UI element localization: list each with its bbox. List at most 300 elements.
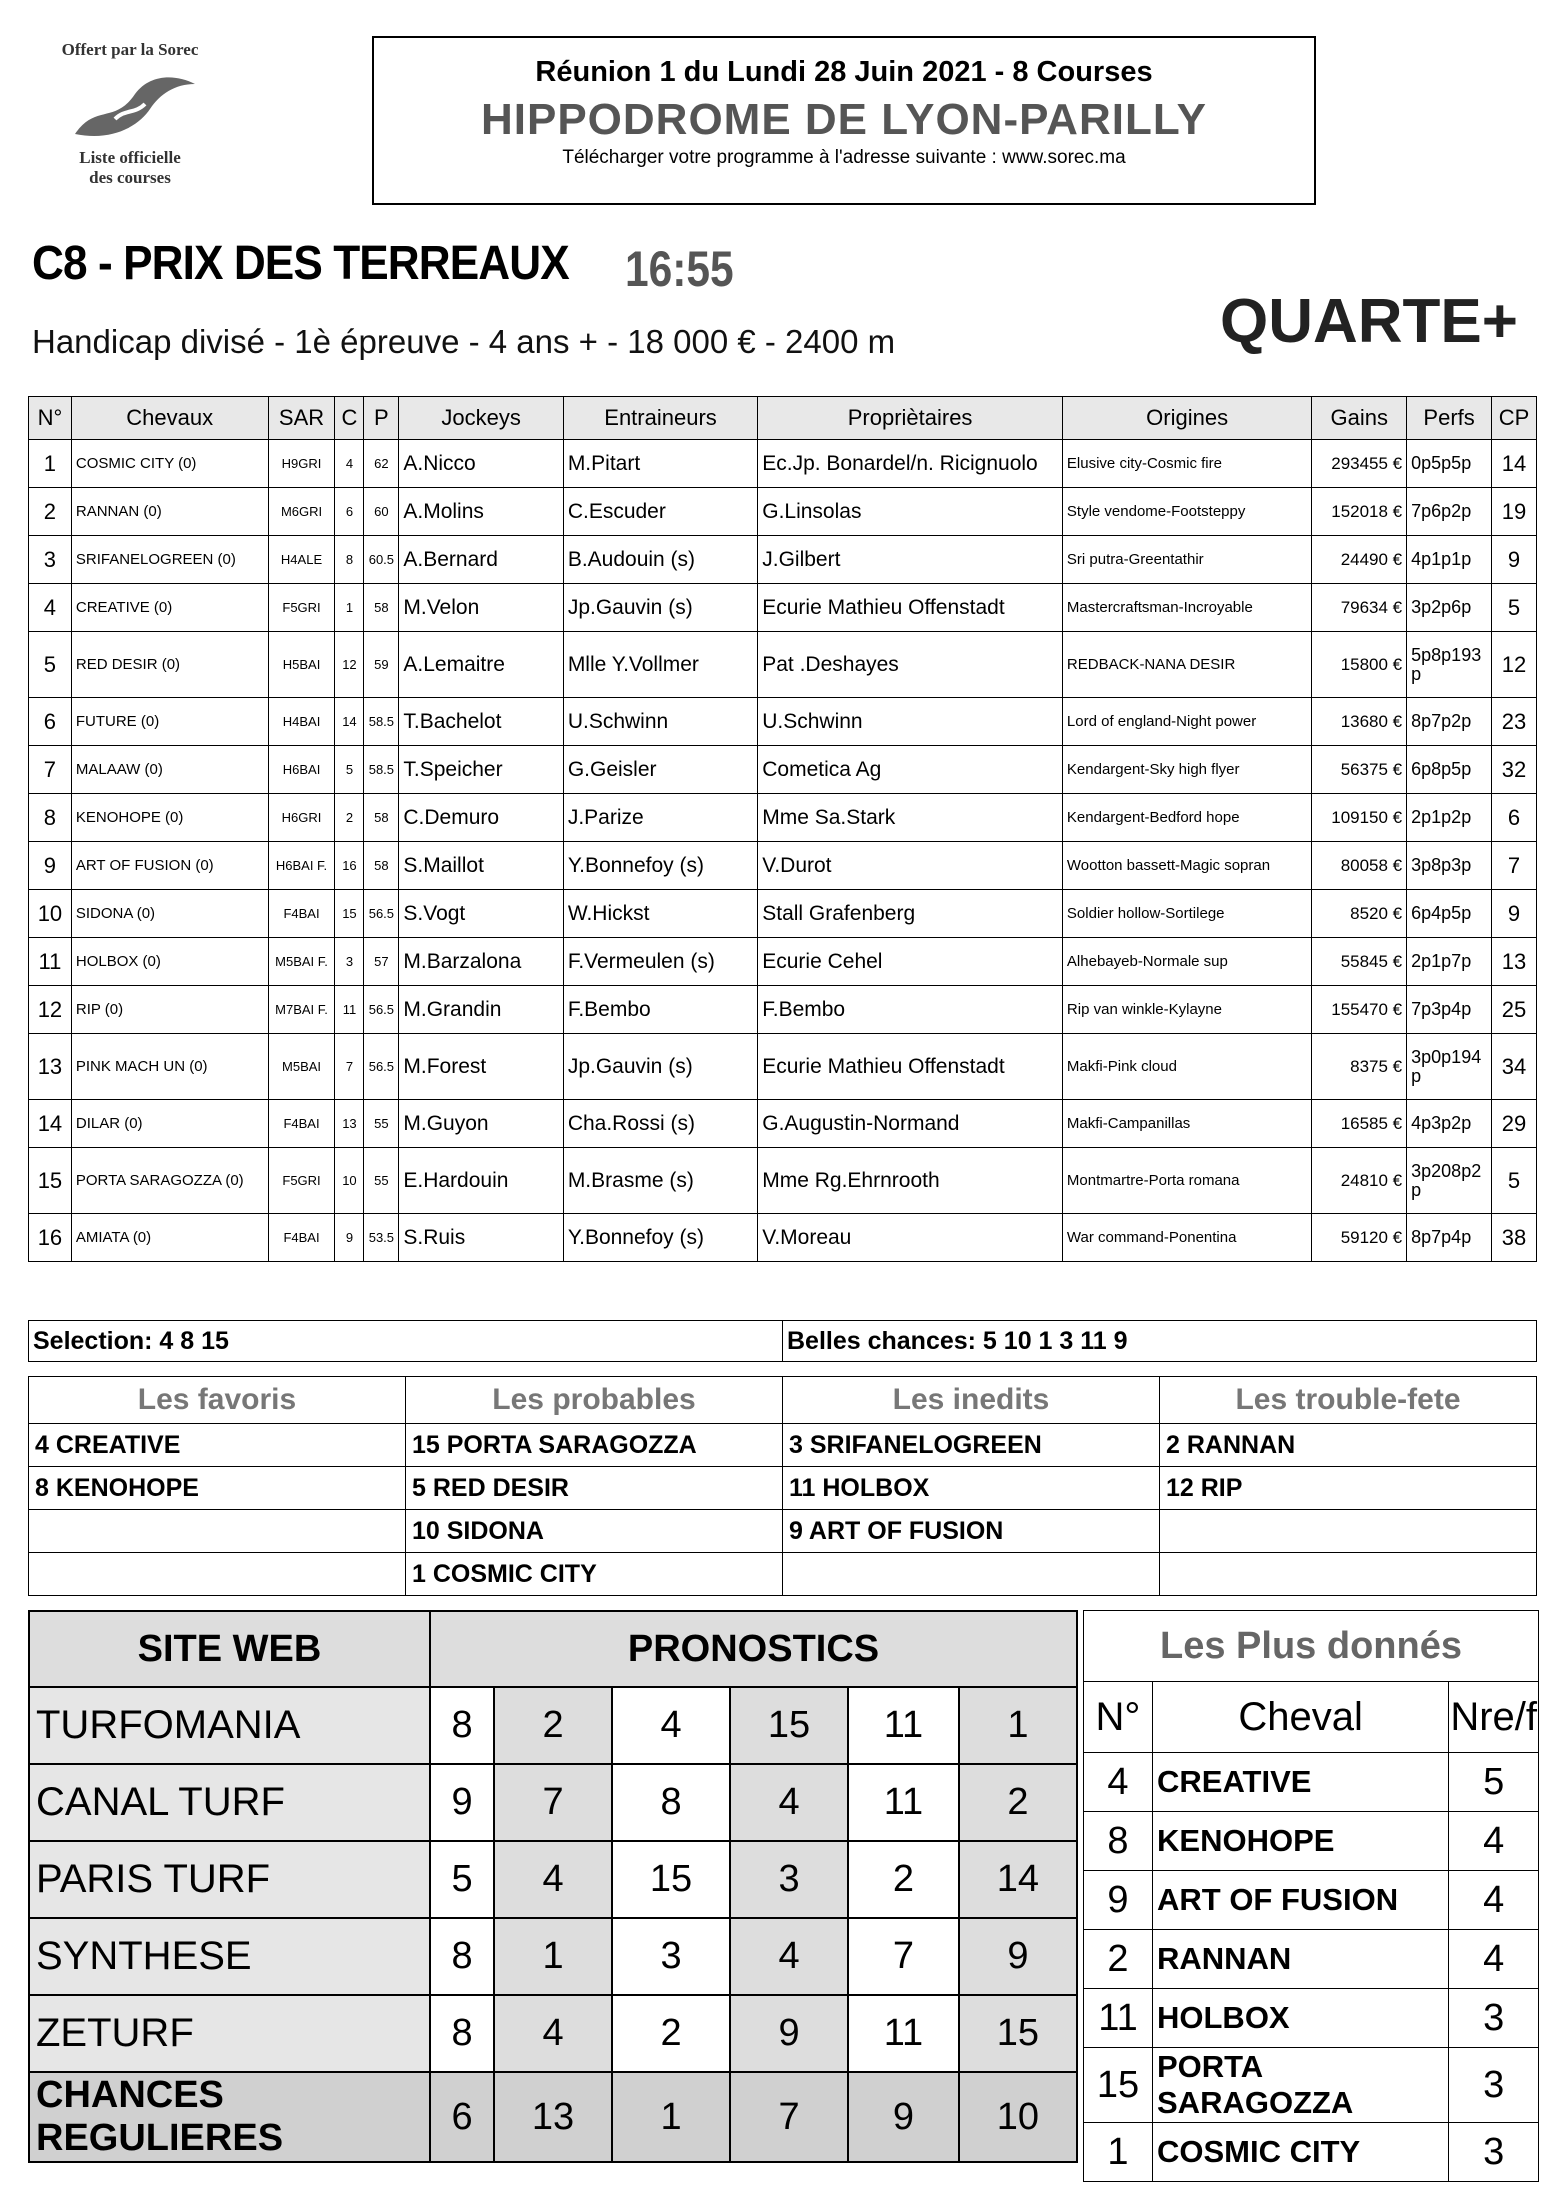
col-gains: Gains — [1312, 397, 1407, 440]
selection-text: Selection: 4 8 15 — [29, 1321, 783, 1362]
runner-sar: M5BAI F. — [268, 938, 335, 986]
runner-cp: 25 — [1492, 986, 1537, 1034]
runner-origin: Alhebayeb-Normale sup — [1062, 938, 1311, 986]
pronostic-number: 8 — [430, 1687, 494, 1764]
runner-gains: 109150 € — [1312, 794, 1407, 842]
runner-sar: H9GRI — [268, 440, 335, 488]
category-cell: 15 PORTA SARAGOZZA — [406, 1424, 783, 1467]
runner-horse: SIDONA (0) — [71, 890, 268, 938]
runner-cp: 13 — [1492, 938, 1537, 986]
runner-cp: 23 — [1492, 698, 1537, 746]
pronostic-number: 9 — [730, 1995, 848, 2072]
plus-donnes-title: Les Plus donnés — [1084, 1611, 1539, 1682]
runner-jockey: C.Demuro — [399, 794, 563, 842]
plus-donnes-horse: PORTA SARAGOZZA — [1153, 2048, 1449, 2123]
runner-sar: M5BAI — [268, 1034, 335, 1100]
runner-cp: 5 — [1492, 1148, 1537, 1214]
col-horses: Chevaux — [71, 397, 268, 440]
runner-trainer: B.Audouin (s) — [563, 536, 757, 584]
pronostic-number: 4 — [494, 1995, 612, 2072]
runner-number: 11 — [29, 938, 72, 986]
runner-number: 13 — [29, 1034, 72, 1100]
pronostic-number: 1 — [612, 2072, 730, 2162]
pronostic-number: 8 — [430, 1995, 494, 2072]
pronostic-number: 8 — [612, 1764, 730, 1841]
category-cell: 10 SIDONA — [406, 1510, 783, 1553]
runner-owner: Ecurie Mathieu Offenstadt — [758, 1034, 1063, 1100]
runner-perfs: 7p6p2p — [1407, 488, 1492, 536]
runner-c: 13 — [335, 1100, 364, 1148]
plus-donnes-horse: COSMIC CITY — [1153, 2123, 1449, 2182]
runner-origin: Kendargent-Sky high flyer — [1062, 746, 1311, 794]
runner-owner: Cometica Ag — [758, 746, 1063, 794]
runner-number: 12 — [29, 986, 72, 1034]
runner-owner: Ecurie Mathieu Offenstadt — [758, 584, 1063, 632]
pronostic-row — [29, 1764, 1077, 1841]
runner-c: 9 — [335, 1214, 364, 1262]
trouble-fete-header: Les trouble-fete — [1160, 1377, 1537, 1424]
runner-owner: G.Augustin-Normand — [758, 1100, 1063, 1148]
runner-origin: Lord of england-Night power — [1062, 698, 1311, 746]
runners-header-row — [29, 397, 1537, 440]
pronostic-row — [29, 1687, 1077, 1764]
runner-trainer: G.Geisler — [563, 746, 757, 794]
runner-jockey: S.Ruis — [399, 1214, 563, 1262]
download-line: Télécharger votre programme à l'adresse suivante : www.sorec.ma — [562, 147, 1126, 168]
race-title: C8 - PRIX DES TERREAUX — [32, 237, 569, 290]
plus-donnes-horse: CREATIVE — [1153, 1753, 1449, 1812]
plus-donnes-count: 3 — [1449, 2123, 1539, 2182]
runner-number: 9 — [29, 842, 72, 890]
plus-donnes-count: 4 — [1449, 1812, 1539, 1871]
runner-number: 14 — [29, 1100, 72, 1148]
runner-c: 16 — [335, 842, 364, 890]
runner-horse: MALAAW (0) — [71, 746, 268, 794]
runner-cp: 12 — [1492, 632, 1537, 698]
pronostic-site: CANAL TURF — [29, 1764, 430, 1841]
category-cell: 5 RED DESIR — [406, 1467, 783, 1510]
col-c: C — [335, 397, 364, 440]
runner-cp: 34 — [1492, 1034, 1537, 1100]
runner-sar: H5BAI — [268, 632, 335, 698]
col-origins: Origines — [1062, 397, 1311, 440]
horse-logo-icon — [55, 64, 205, 144]
runner-owner: Pat .Deshayes — [758, 632, 1063, 698]
plus-donnes-row — [1084, 2123, 1539, 2182]
runner-p: 58 — [364, 584, 399, 632]
col-p: P — [364, 397, 399, 440]
runner-trainer: M.Brasme (s) — [563, 1148, 757, 1214]
col-number: N° — [29, 397, 72, 440]
runner-horse: SRIFANELOGREEN (0) — [71, 536, 268, 584]
runner-p: 55 — [364, 1100, 399, 1148]
runner-origin: Wootton bassett-Magic sopran — [1062, 842, 1311, 890]
runner-perfs: 7p3p4p — [1407, 986, 1492, 1034]
pronostic-number: 1 — [959, 1687, 1077, 1764]
pronostic-number: 2 — [848, 1841, 959, 1918]
plus-donnes-n: 1 — [1084, 2123, 1153, 2182]
runner-row — [29, 440, 1537, 488]
runner-p: 62 — [364, 440, 399, 488]
runner-origin: Makfi-Campanillas — [1062, 1100, 1311, 1148]
runner-horse: RIP (0) — [71, 986, 268, 1034]
pronostic-number: 11 — [848, 1764, 959, 1841]
runner-gains: 13680 € — [1312, 698, 1407, 746]
pronostic-number: 11 — [848, 1995, 959, 2072]
col-jockeys: Jockeys — [399, 397, 563, 440]
runner-cp: 29 — [1492, 1100, 1537, 1148]
runner-c: 1 — [335, 584, 364, 632]
category-cell: 4 CREATIVE — [29, 1424, 406, 1467]
runner-horse: KENOHOPE (0) — [71, 794, 268, 842]
runner-c: 7 — [335, 1034, 364, 1100]
runner-jockey: M.Barzalona — [399, 938, 563, 986]
runner-origin: REDBACK-NANA DESIR — [1062, 632, 1311, 698]
pronostic-number: 9 — [959, 1918, 1077, 1995]
runner-sar: H6BAI — [268, 746, 335, 794]
plus-donnes-n: 9 — [1084, 1871, 1153, 1930]
plus-donnes-count: 3 — [1449, 2048, 1539, 2123]
runner-trainer: W.Hickst — [563, 890, 757, 938]
runner-c: 2 — [335, 794, 364, 842]
pronostic-site: PARIS TURF — [29, 1841, 430, 1918]
pronostic-site: TURFOMANIA — [29, 1687, 430, 1764]
runner-p: 56.5 — [364, 986, 399, 1034]
runner-gains: 16585 € — [1312, 1100, 1407, 1148]
runner-owner: V.Durot — [758, 842, 1063, 890]
category-cell — [783, 1553, 1160, 1596]
runner-c: 12 — [335, 632, 364, 698]
venue-title: HIPPODROME DE LYON-PARILLY — [480, 95, 1208, 144]
plus-donnes-table — [1083, 1610, 1539, 2182]
runner-horse: FUTURE (0) — [71, 698, 268, 746]
runner-row — [29, 1214, 1537, 1262]
runner-c: 6 — [335, 488, 364, 536]
col-cp: CP — [1492, 397, 1537, 440]
runner-origin: Soldier hollow-Sortilege — [1062, 890, 1311, 938]
runner-row — [29, 842, 1537, 890]
category-cell: 9 ART OF FUSION — [783, 1510, 1160, 1553]
runner-gains: 55845 € — [1312, 938, 1407, 986]
runner-gains: 293455 € — [1312, 440, 1407, 488]
pronostic-number: 7 — [848, 1918, 959, 1995]
runner-number: 5 — [29, 632, 72, 698]
runner-trainer: M.Pitart — [563, 440, 757, 488]
runner-gains: 155470 € — [1312, 986, 1407, 1034]
plus-donnes-count: 4 — [1449, 1871, 1539, 1930]
runners-table — [28, 396, 1537, 1262]
runner-trainer: Y.Bonnefoy (s) — [563, 1214, 757, 1262]
runner-gains: 79634 € — [1312, 584, 1407, 632]
runner-p: 55 — [364, 1148, 399, 1214]
runner-origin: Kendargent-Bedford hope — [1062, 794, 1311, 842]
runner-trainer: C.Escuder — [563, 488, 757, 536]
runner-origin: Sri putra-Greentathir — [1062, 536, 1311, 584]
col-owners: Propriètaires — [758, 397, 1063, 440]
category-row — [29, 1467, 1537, 1510]
runner-horse: CREATIVE (0) — [71, 584, 268, 632]
runner-sar: H6BAI F. — [268, 842, 335, 890]
runner-p: 59 — [364, 632, 399, 698]
runner-cp: 5 — [1492, 584, 1537, 632]
runner-number: 1 — [29, 440, 72, 488]
pronostic-number: 1 — [494, 1918, 612, 1995]
belles-chances-text: Belles chances: 5 10 1 3 11 9 — [783, 1321, 1537, 1362]
runner-trainer: F.Bembo — [563, 986, 757, 1034]
runner-cp: 6 — [1492, 794, 1537, 842]
pronostic-row — [29, 1995, 1077, 2072]
meeting-header — [372, 36, 1316, 205]
pronostic-row — [29, 1918, 1077, 1995]
runner-owner: V.Moreau — [758, 1214, 1063, 1262]
runner-owner: Mme Sa.Stark — [758, 794, 1063, 842]
plus-donnes-n: 2 — [1084, 1930, 1153, 1989]
plus-donnes-horse: RANNAN — [1153, 1930, 1449, 1989]
runner-p: 53.5 — [364, 1214, 399, 1262]
runner-number: 3 — [29, 536, 72, 584]
category-cell — [1160, 1553, 1537, 1596]
runner-cp: 38 — [1492, 1214, 1537, 1262]
runner-horse: ART OF FUSION (0) — [71, 842, 268, 890]
plus-donnes-count: 5 — [1449, 1753, 1539, 1812]
runner-row — [29, 890, 1537, 938]
runner-sar: F4BAI — [268, 1100, 335, 1148]
runner-c: 10 — [335, 1148, 364, 1214]
runner-owner: Stall Grafenberg — [758, 890, 1063, 938]
reunion-line: Réunion 1 du Lundi 28 Juin 2021 - 8 Courses — [535, 56, 1153, 88]
runner-perfs: 6p4p5p — [1407, 890, 1492, 938]
pronostic-number: 4 — [730, 1918, 848, 1995]
runner-horse: HOLBOX (0) — [71, 938, 268, 986]
runner-trainer: J.Parize — [563, 794, 757, 842]
col-perfs: Perfs — [1407, 397, 1492, 440]
runner-owner: F.Bembo — [758, 986, 1063, 1034]
pronostic-site: CHANCES REGULIERES — [29, 2072, 430, 2162]
runner-row — [29, 632, 1537, 698]
runner-c: 8 — [335, 536, 364, 584]
runner-jockey: T.Speicher — [399, 746, 563, 794]
runner-cp: 7 — [1492, 842, 1537, 890]
runner-row — [29, 488, 1537, 536]
logo-bottom-line2: des courses — [89, 168, 171, 187]
pronostic-number: 2 — [959, 1764, 1077, 1841]
runner-horse: PINK MACH UN (0) — [71, 1034, 268, 1100]
runner-sar: F5GRI — [268, 1148, 335, 1214]
runner-sar: H4ALE — [268, 536, 335, 584]
runner-horse: PORTA SARAGOZZA (0) — [71, 1148, 268, 1214]
inedits-header: Les inedits — [783, 1377, 1160, 1424]
runner-number: 16 — [29, 1214, 72, 1262]
pronostic-number: 15 — [730, 1687, 848, 1764]
pronostic-site: ZETURF — [29, 1995, 430, 2072]
runner-origin: Makfi-Pink cloud — [1062, 1034, 1311, 1100]
runner-perfs: 3p208p2 p — [1407, 1148, 1492, 1214]
runner-horse: RANNAN (0) — [71, 488, 268, 536]
plus-donnes-count: 4 — [1449, 1930, 1539, 1989]
runner-gains: 80058 € — [1312, 842, 1407, 890]
runner-row — [29, 1034, 1537, 1100]
runner-p: 57 — [364, 938, 399, 986]
pronostic-number: 9 — [848, 2072, 959, 2162]
plus-donnes-n: 4 — [1084, 1753, 1153, 1812]
race-conditions: Handicap divisé - 1è épreuve - 4 ans + - 18 000 € - 2400 m — [32, 323, 896, 360]
runner-origin: War command-Ponentina — [1062, 1214, 1311, 1262]
runner-jockey: A.Nicco — [399, 440, 563, 488]
pronostic-number: 7 — [730, 2072, 848, 2162]
runner-number: 15 — [29, 1148, 72, 1214]
runner-owner: G.Linsolas — [758, 488, 1063, 536]
category-row — [29, 1553, 1537, 1596]
runner-p: 58.5 — [364, 746, 399, 794]
runner-owner: U.Schwinn — [758, 698, 1063, 746]
plus-col-number: N° — [1084, 1682, 1153, 1753]
plus-donnes-n: 15 — [1084, 2048, 1153, 2123]
pronostic-number: 4 — [612, 1687, 730, 1764]
runner-number: 2 — [29, 488, 72, 536]
sorec-logo — [30, 30, 230, 205]
runner-jockey: A.Molins — [399, 488, 563, 536]
pronostics-table — [28, 1610, 1078, 2163]
runner-origin: Style vendome-Footsteppy — [1062, 488, 1311, 536]
col-trainers: Entraineurs — [563, 397, 757, 440]
runner-horse: RED DESIR (0) — [71, 632, 268, 698]
plus-donnes-row — [1084, 1871, 1539, 1930]
plus-donnes-count: 3 — [1449, 1989, 1539, 2048]
runner-c: 4 — [335, 440, 364, 488]
runner-p: 60 — [364, 488, 399, 536]
runner-owner: J.Gilbert — [758, 536, 1063, 584]
plus-donnes-row — [1084, 1989, 1539, 2048]
plus-donnes-horse: ART OF FUSION — [1153, 1871, 1449, 1930]
pronostic-number: 9 — [430, 1764, 494, 1841]
runner-row — [29, 794, 1537, 842]
pronostic-number: 2 — [612, 1995, 730, 2072]
category-cell: 1 COSMIC CITY — [406, 1553, 783, 1596]
pronostic-row — [29, 2072, 1077, 2162]
selection-table — [28, 1320, 1537, 1362]
runner-jockey: M.Grandin — [399, 986, 563, 1034]
runner-perfs: 4p1p1p — [1407, 536, 1492, 584]
plus-col-count: Nre/f — [1449, 1682, 1539, 1753]
runner-sar: H6GRI — [268, 794, 335, 842]
runner-jockey: M.Guyon — [399, 1100, 563, 1148]
runner-sar: F4BAI — [268, 1214, 335, 1262]
runner-jockey: E.Hardouin — [399, 1148, 563, 1214]
pronostic-number: 15 — [612, 1841, 730, 1918]
runner-number: 4 — [29, 584, 72, 632]
pronostic-number: 14 — [959, 1841, 1077, 1918]
plus-donnes-horse: HOLBOX — [1153, 1989, 1449, 2048]
category-cell: 2 RANNAN — [1160, 1424, 1537, 1467]
runner-perfs: 5p8p193 p — [1407, 632, 1492, 698]
pronostic-number: 6 — [430, 2072, 494, 2162]
category-cell: 12 RIP — [1160, 1467, 1537, 1510]
runner-owner: Ecurie Cehel — [758, 938, 1063, 986]
category-cell: 8 KENOHOPE — [29, 1467, 406, 1510]
runner-gains: 8375 € — [1312, 1034, 1407, 1100]
runner-trainer: Cha.Rossi (s) — [563, 1100, 757, 1148]
pronostic-number: 2 — [494, 1687, 612, 1764]
runner-trainer: U.Schwinn — [563, 698, 757, 746]
runner-cp: 19 — [1492, 488, 1537, 536]
runner-trainer: Mlle Y.Vollmer — [563, 632, 757, 698]
pronostic-number: 10 — [959, 2072, 1077, 2162]
runner-owner: Mme Rg.Ehrnrooth — [758, 1148, 1063, 1214]
runner-p: 56.5 — [364, 1034, 399, 1100]
runner-jockey: A.Bernard — [399, 536, 563, 584]
category-cell — [1160, 1510, 1537, 1553]
runner-p: 60.5 — [364, 536, 399, 584]
plus-donnes-row — [1084, 1930, 1539, 1989]
runner-perfs: 8p7p2p — [1407, 698, 1492, 746]
site-web-header: SITE WEB — [29, 1611, 430, 1687]
pronostic-number: 5 — [430, 1841, 494, 1918]
plus-col-horse: Cheval — [1153, 1682, 1449, 1753]
runner-sar: F4BAI — [268, 890, 335, 938]
runner-row — [29, 1100, 1537, 1148]
pronostics-header: PRONOSTICS — [430, 1611, 1077, 1687]
runner-perfs: 3p0p194 p — [1407, 1034, 1492, 1100]
pronostic-site: SYNTHESE — [29, 1918, 430, 1995]
runner-perfs: 6p8p5p — [1407, 746, 1492, 794]
category-row — [29, 1510, 1537, 1553]
pronostic-number: 15 — [959, 1995, 1077, 2072]
runner-c: 11 — [335, 986, 364, 1034]
runner-row — [29, 536, 1537, 584]
runner-p: 58 — [364, 842, 399, 890]
plus-donnes-row — [1084, 1812, 1539, 1871]
runner-horse: AMIATA (0) — [71, 1214, 268, 1262]
runner-c: 5 — [335, 746, 364, 794]
plus-donnes-horse: KENOHOPE — [1153, 1812, 1449, 1871]
runner-number: 6 — [29, 698, 72, 746]
probables-header: Les probables — [406, 1377, 783, 1424]
runner-number: 10 — [29, 890, 72, 938]
runner-gains: 15800 € — [1312, 632, 1407, 698]
runner-number: 8 — [29, 794, 72, 842]
runner-sar: H4BAI — [268, 698, 335, 746]
logo-top-text: Offert par la Sorec — [61, 40, 199, 59]
pronostic-number: 7 — [494, 1764, 612, 1841]
runner-row — [29, 1148, 1537, 1214]
pronostic-number: 3 — [730, 1841, 848, 1918]
runner-trainer: Jp.Gauvin (s) — [563, 1034, 757, 1100]
runner-c: 14 — [335, 698, 364, 746]
pronostic-number: 8 — [430, 1918, 494, 1995]
runner-origin: Montmartre-Porta romana — [1062, 1148, 1311, 1214]
runner-row — [29, 698, 1537, 746]
runner-origin: Rip van winkle-Kylayne — [1062, 986, 1311, 1034]
runner-sar: F5GRI — [268, 584, 335, 632]
plus-donnes-row — [1084, 2048, 1539, 2123]
category-cell — [29, 1553, 406, 1596]
pronostic-row — [29, 1841, 1077, 1918]
runner-gains: 24810 € — [1312, 1148, 1407, 1214]
runner-p: 58.5 — [364, 698, 399, 746]
runner-owner: Ec.Jp. Bonardel/n. Ricignuolo — [758, 440, 1063, 488]
runner-perfs: 3p2p6p — [1407, 584, 1492, 632]
runner-row — [29, 986, 1537, 1034]
bet-type: QUARTE+ — [1220, 287, 1518, 356]
category-cell — [29, 1510, 406, 1553]
runner-trainer: F.Vermeulen (s) — [563, 938, 757, 986]
runner-c: 3 — [335, 938, 364, 986]
pronostic-number: 4 — [730, 1764, 848, 1841]
category-cell: 3 SRIFANELOGREEN — [783, 1424, 1160, 1467]
runner-perfs: 2p1p7p — [1407, 938, 1492, 986]
logo-bottom-line1: Liste officielle — [79, 148, 181, 167]
pronostic-number: 3 — [612, 1918, 730, 1995]
